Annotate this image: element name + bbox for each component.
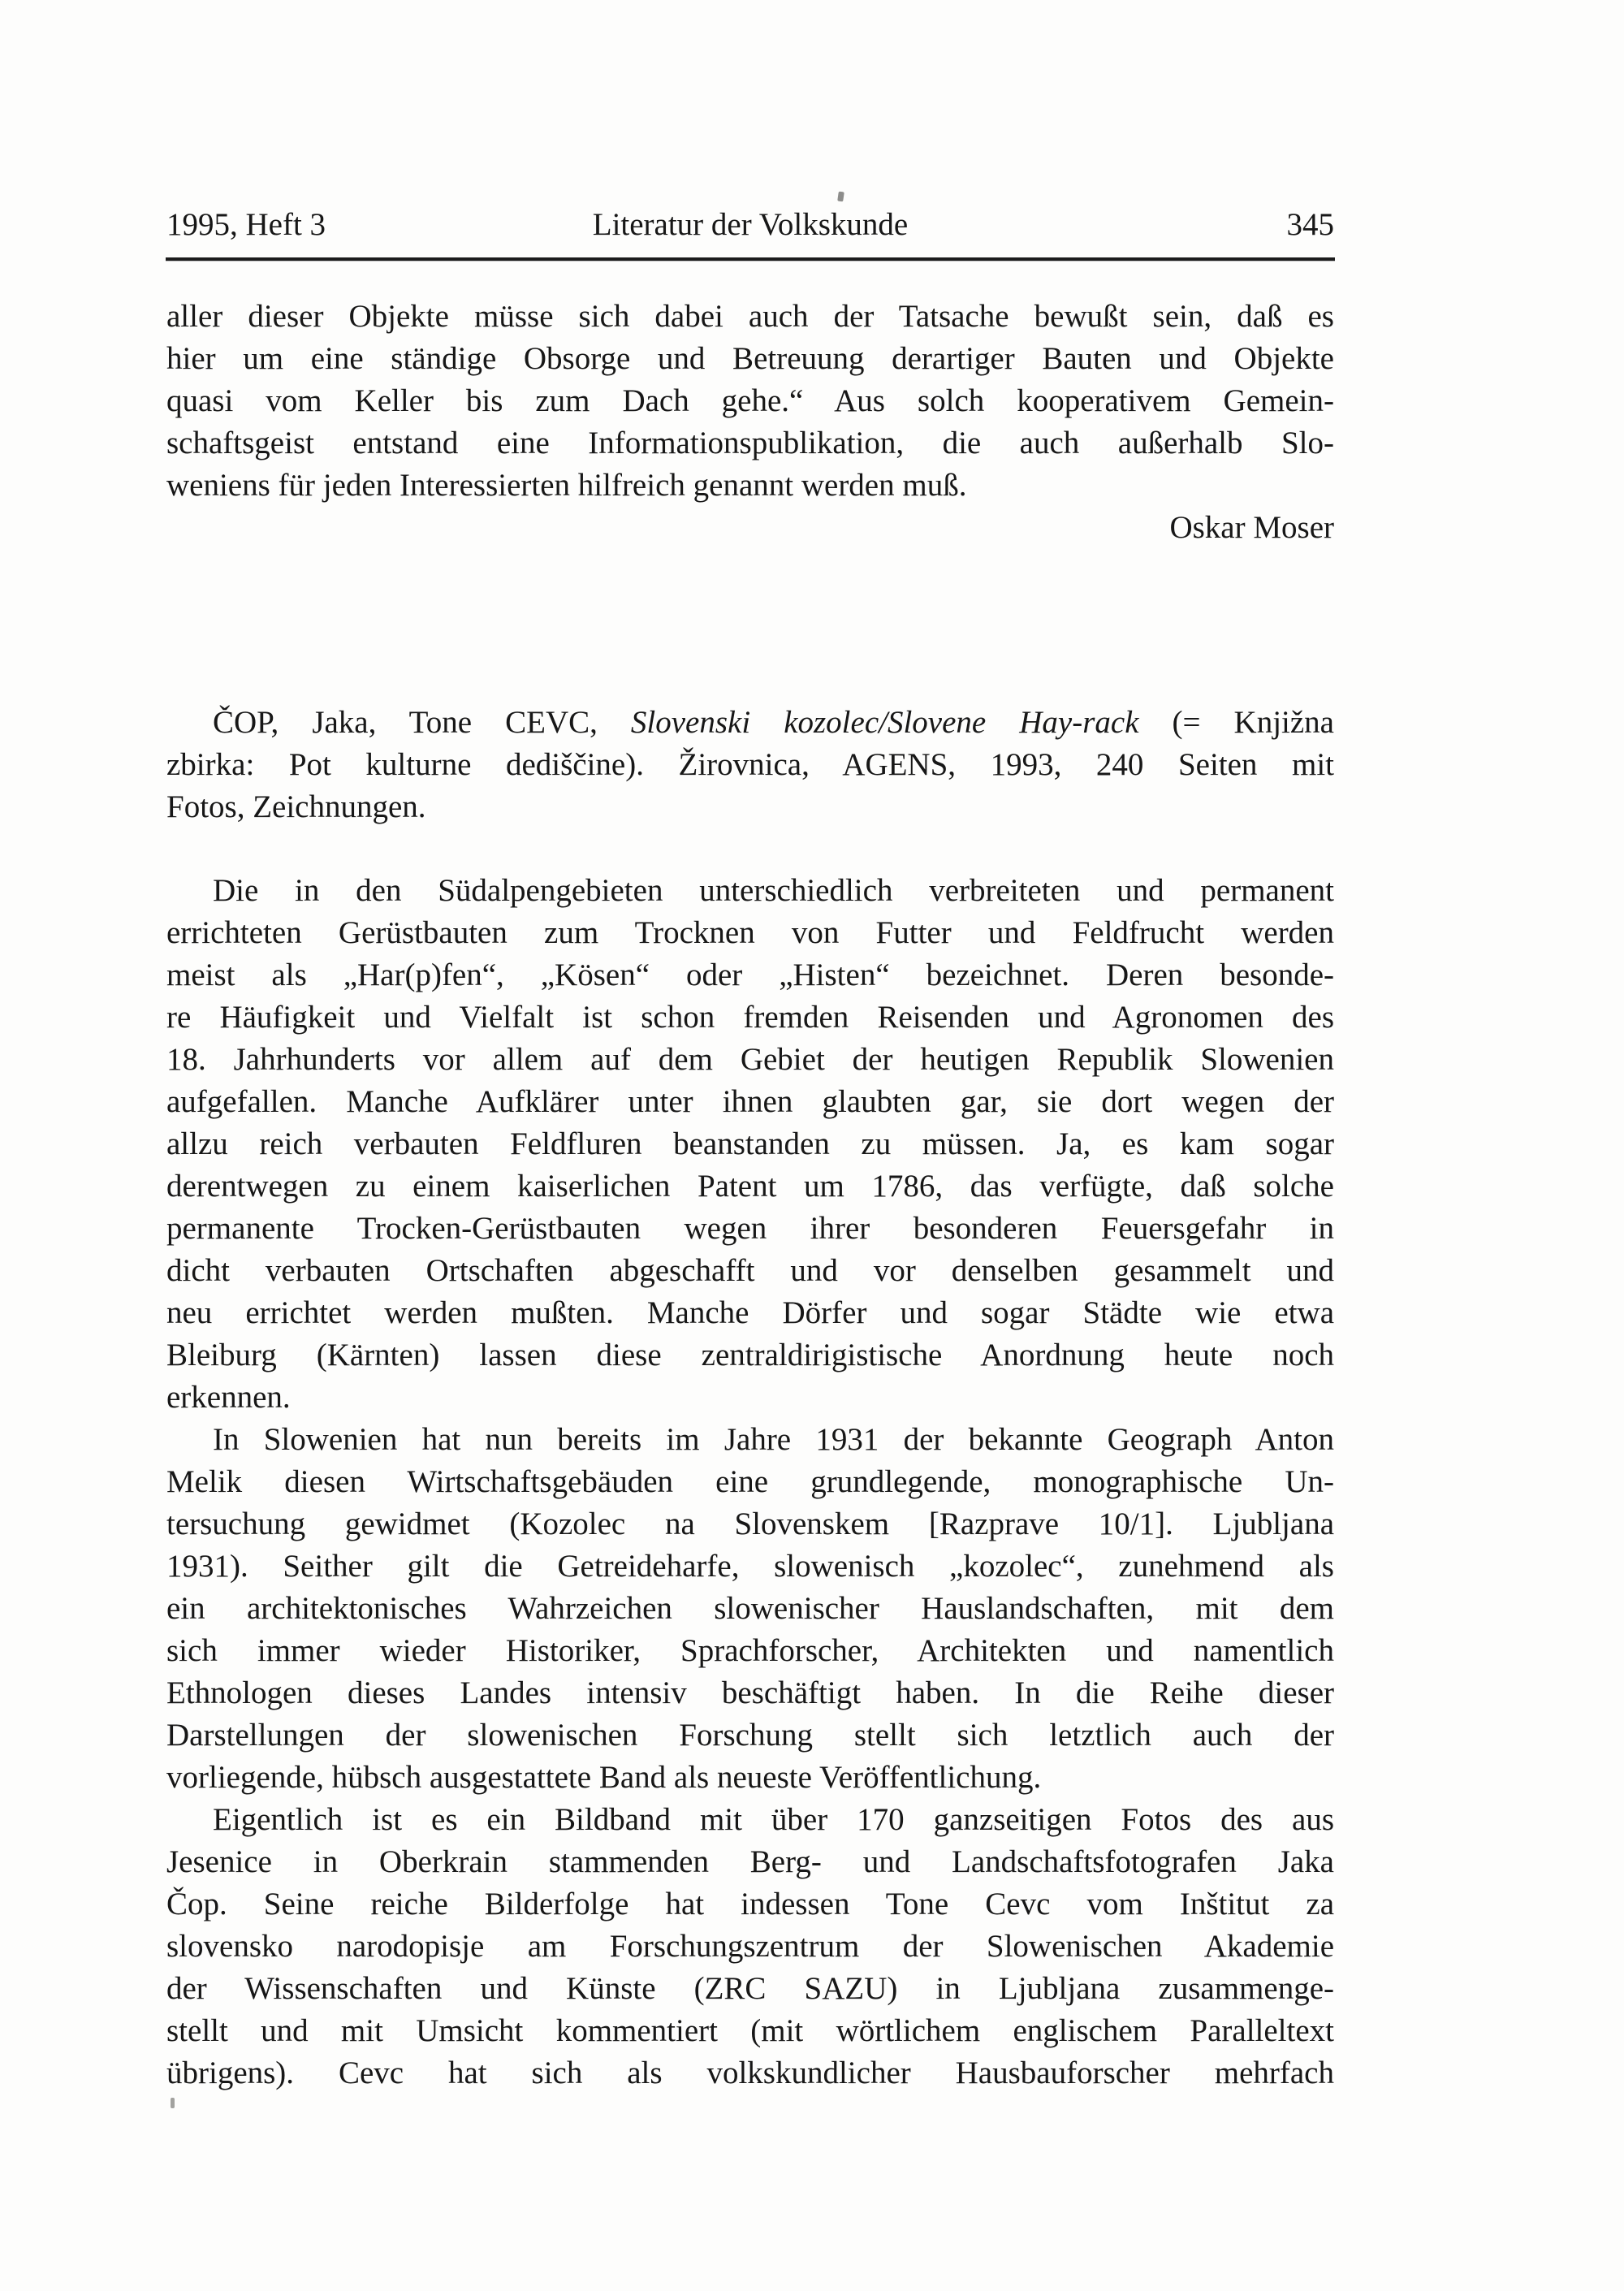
text-line: Melik diesen Wirtschaftsgebäuden eine grundlegende, monographische Un- bbox=[166, 1464, 1334, 1499]
citation-text: (= Knjižna bbox=[1138, 705, 1334, 740]
text-line: Bleiburg (Kärnten) lassen diese zentraldirigistische Anordnung heute noch bbox=[166, 1338, 1334, 1372]
text-line: allzu reich verbauten Feldfluren beanstanden zu müssen. Ja, es kam sogar bbox=[166, 1126, 1334, 1161]
text-line: meist als „Har(p)fen“, „Kösen“ oder „Histen“ bezeichnet. Deren besonde- bbox=[166, 957, 1334, 992]
header-issue: 1995, Heft 3 bbox=[166, 207, 326, 242]
book-citation-paragraph bbox=[166, 702, 1334, 828]
text-line: schaftsgeist entstand eine Informationspublikation, die auch außerhalb Slo- bbox=[166, 426, 1334, 460]
text-line: slovensko narodopisje am Forschungszentrum der Slowenischen Akademie bbox=[166, 1929, 1334, 1964]
text-line: übrigens). Cevc hat sich als volkskundlicher Hausbauforscher mehrfach bbox=[166, 2055, 1334, 2090]
header-journal-section-title: Literatur der Volkskunde bbox=[592, 207, 909, 242]
text-line: Fotos, Zeichnungen. bbox=[166, 789, 426, 824]
text-line: Jesenice in Oberkrain stammenden Berg- und Landschaftsfotografen Jaka bbox=[166, 1844, 1334, 1879]
text-line: zbirka: Pot kulturne dediščine). Žirovnica, AGENS, 1993, 240 Seiten mit bbox=[166, 747, 1334, 782]
text-line: Ethnologen dieses Landes intensiv beschäftigt haben. In die Reihe dieser bbox=[166, 1675, 1334, 1710]
text-line: tersuchung gewidmet (Kozolec na Slovenskem [Razprave 10/1]. Ljubljana bbox=[166, 1506, 1334, 1541]
text-line: derentwegen zu einem kaiserlichen Patent um 1786, das verfügte, daß solche bbox=[166, 1169, 1334, 1204]
review-conclusion-paragraph bbox=[166, 296, 1334, 549]
text-line: ein architektonisches Wahrzeichen slowenischer Hauslandschaften, mit dem bbox=[166, 1591, 1334, 1626]
scan-artifact bbox=[171, 2098, 175, 2108]
text-line: weniens für jeden Interessierten hilfreich genannt werden muß. bbox=[166, 468, 967, 503]
text-line: 18. Jahrhunderts vor allem auf dem Gebiet der heutigen Republik Slowenien bbox=[166, 1042, 1334, 1077]
text-line: der Wissenschaften und Künste (ZRC SAZU) in Ljubljana zusammenge- bbox=[166, 1971, 1334, 2006]
text-line: Darstellungen der slowenischen Forschung stellt sich letztlich auch der bbox=[166, 1718, 1334, 1753]
text-line: dicht verbauten Ortschaften abgeschafft und vor denselben gesammelt und bbox=[166, 1253, 1334, 1288]
text-line: aufgefallen. Manche Aufklärer unter ihnen glaubten gar, sie dort wegen der bbox=[166, 1084, 1334, 1119]
text-line: errichteten Gerüstbauten zum Trocknen von Futter und Feldfrucht werden bbox=[166, 915, 1334, 950]
text-line: stellt und mit Umsicht kommentiert (mit wörtlichem englischem Paralleltext bbox=[166, 2013, 1334, 2048]
scan-artifact bbox=[837, 192, 844, 202]
review-body-paragraphs bbox=[166, 870, 1334, 2094]
citation-text: ČOP, Jaka, Tone CEVC, bbox=[213, 705, 631, 740]
text-line: 1931). Seither gilt die Getreideharfe, slowenisch „kozolec“, zunehmend als bbox=[166, 1549, 1334, 1584]
text-line: hier um eine ständige Obsorge und Betreuung derartiger Bauten und Objekte bbox=[166, 341, 1334, 376]
text-line: Čop. Seine reiche Bilderfolge hat indessen Tone Cevc vom Inštitut za bbox=[166, 1887, 1334, 1921]
header-page-number: 345 bbox=[1286, 207, 1334, 242]
text-line: permanente Trocken-Gerüstbauten wegen ihrer besonderen Feuersgefahr in bbox=[166, 1211, 1334, 1246]
text-line: quasi vom Keller bis zum Dach gehe.“ Aus solch kooperativem Gemein- bbox=[166, 383, 1334, 418]
page-header bbox=[166, 206, 1334, 244]
text-line: re Häufigkeit und Vielfalt ist schon fremden Reisenden und Agronomen des bbox=[166, 1000, 1334, 1035]
header-rule bbox=[166, 257, 1335, 261]
text-line: neu errichtet werden mußten. Manche Dörfer und sogar Städte wie etwa bbox=[166, 1295, 1334, 1330]
text-line: vorliegende, hübsch ausgestattete Band als neueste Veröffentlichung. bbox=[166, 1760, 1042, 1795]
text-line: In Slowenien hat nun bereits im Jahre 1931 der bekannte Geograph Anton bbox=[213, 1422, 1334, 1457]
text-line: Eigentlich ist es ein Bildband mit über 170 ganzseitigen Fotos des aus bbox=[213, 1802, 1334, 1837]
book-title-italic: Slovenski kozolec/Slovene Hay-rack bbox=[630, 705, 1139, 740]
signature-line: Oskar Moser bbox=[1169, 510, 1334, 545]
text-line: erkennen. bbox=[166, 1380, 291, 1415]
text-line: aller dieser Objekte müsse sich dabei auch der Tatsache bewußt sein, daß es bbox=[166, 299, 1334, 334]
text-line: sich immer wieder Historiker, Sprachforscher, Architekten und namentlich bbox=[166, 1633, 1334, 1668]
text-line bbox=[166, 702, 1334, 744]
text-line: Die in den Südalpengebieten unterschiedlich verbreiteten und permanent bbox=[213, 873, 1334, 908]
